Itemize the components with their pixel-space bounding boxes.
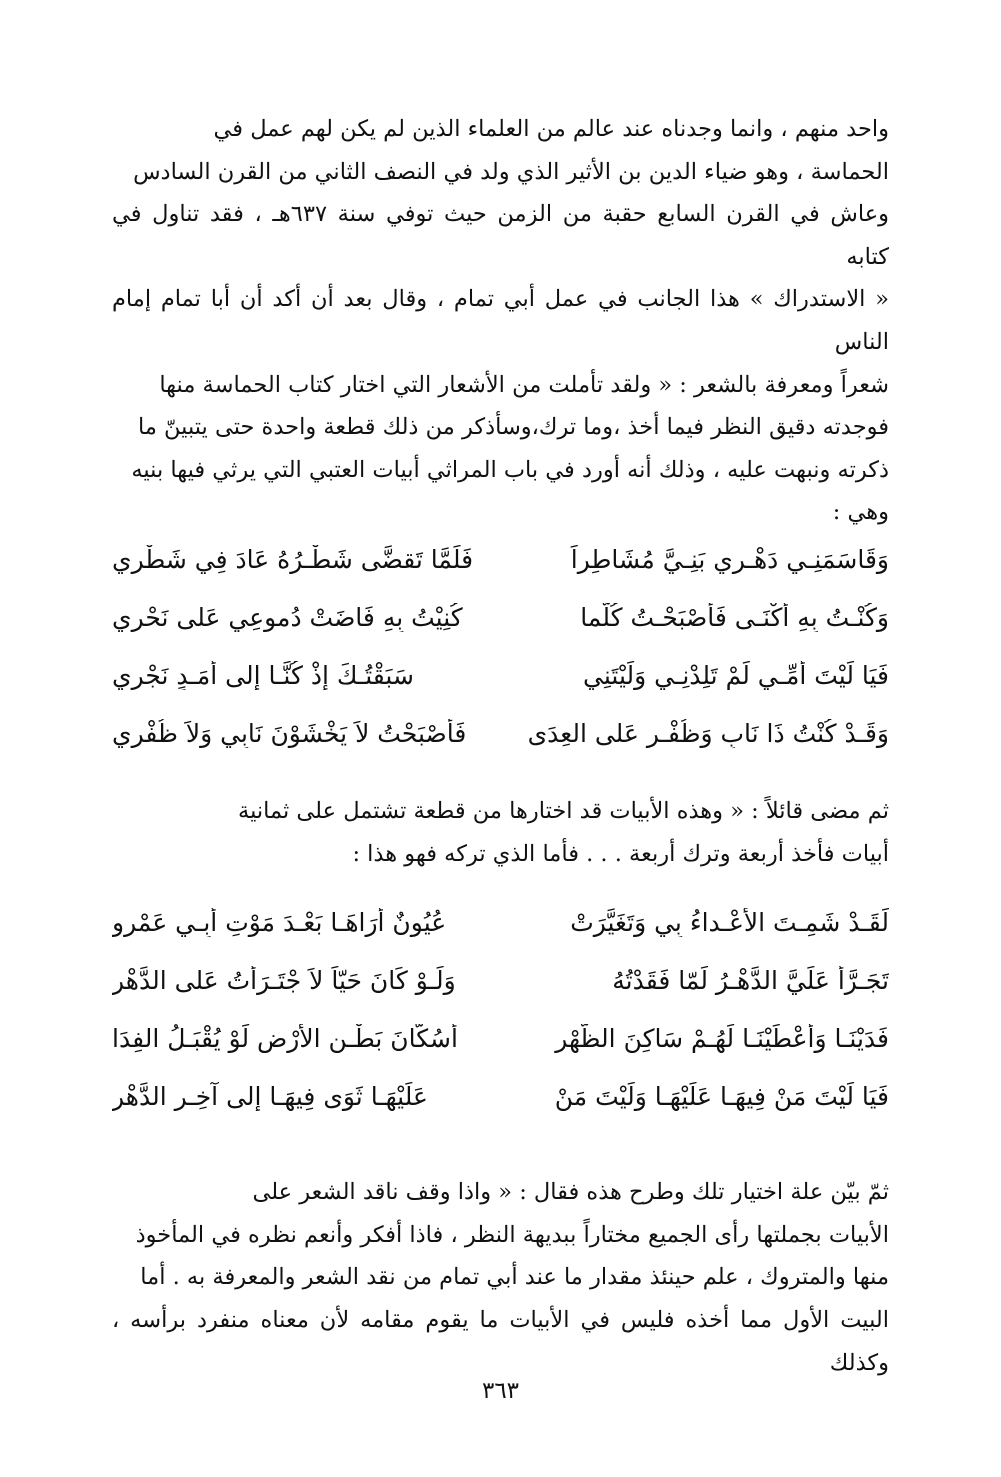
verse-second-hemistich: وَلَـوْ كَانَ حَيّاً لاَ جْتَـرَأْتُ عَلى الدَّهْرِ	[112, 965, 456, 995]
text-line: وهي :	[832, 499, 889, 526]
verse-second-hemistich: أَسُكَّانَ بَطْـنِ الأَرْضِ لَوْ يُقْبَـلُ الفِدَا	[112, 1023, 458, 1053]
paragraph-intro	[112, 108, 889, 526]
verse-first-hemistich: وَقَـدْ كُنْتُ ذَا نَابٍ وَظُفْـرٍ عَلى العِدَى	[527, 718, 889, 748]
verse-line	[112, 704, 889, 762]
verse-first-hemistich: وَكُنْـتُ بِهِ أُكْنَـى فَأَصْبَحْـتُ كُلَّما	[580, 602, 889, 632]
verse-second-hemistich: عُيُونٌ أَرَاهَـا بَعْـدَ مَوْتِ أَبِـي عَمْرِو	[112, 907, 447, 937]
text-line: البيت الأول مما أخذه فليس في الأبيات ما يقوم مقامه لأن معناه منفرد برأسه ، وكذلك	[112, 1306, 889, 1376]
verse-second-hemistich: كُنِيْتُ بِهِ فَاضَتْ دُموعِي عَلى نَحْرِي	[112, 602, 463, 632]
verse-second-hemistich: عَلَيْهَـا ثَوَى فِيهَـا إِلى آخِـرِ الدَّهْرِ	[112, 1081, 428, 1111]
text-line: ذكرته ونبهت عليه ، وذلك أنه أورد في باب المراثي أبيات العتبي التي يرثي فيها بنيه	[131, 456, 889, 483]
text-line: ثمّ بيّن علة اختيار تلك وطرح هذه فقال : « واذا وقف ناقد الشعر على	[252, 1179, 889, 1206]
verse-second-hemistich: سَبَقْتُـكَ إِذْ كُنَّـا إِلى أَمَـدٍ نَجْرِي	[112, 660, 414, 690]
verse-second-hemistich: فَأَصْبَحْتُ لاَ يَخْشَوْنَ نَابِي وَلاَ ظُفْرِي	[112, 718, 467, 748]
text-line: « الاستدراك » هذا الجانب في عمل أبي تمام ، وقال بعد أن أكد أن أبا تمام إمام الناس	[112, 286, 889, 355]
verse-second-hemistich: فَلَمَّا تَقضَّى شَطْـرُهُ عَادَ فِي شَطْرِي	[112, 544, 474, 574]
verse-first-hemistich: لَقَـدْ شَمِـتَ الأَعْـداءُ بِي وَتَغَيَّرَتْ	[570, 907, 889, 937]
text-line: شعراً ومعرفة بالشعر : « ولقد تأملت من الأشعار التي اختار كتاب الحماسة منها	[159, 371, 889, 398]
text-line: منها والمتروك ، علم حينئذ مقدار ما عند أبي تمام من نقد الشعر والمعرفة به . أما	[140, 1264, 889, 1291]
text-line: واحد منهم ، وانما وجدناه عند عالم من العلماء الذين لم يكن لهم عمل في	[213, 116, 889, 142]
verse-line	[112, 588, 889, 646]
text-line: وعاش في القرن السابع حقبة من الزمن حيث توفي سنة ٦٣٧هـ ، فقد تناول في كتابه	[112, 201, 889, 270]
paragraph-analysis	[112, 1171, 889, 1384]
text-line: فوجدته دقيق النظر فيما أخذ ،وما ترك،وسأذكر من ذلك قطعة واحدة حتى يتبينّ ما	[137, 414, 889, 441]
text-line: الحماسة ، وهو ضياء الدين بن الأثير الذي ولد في النصف الثاني من القرن السادس	[133, 158, 889, 185]
text-line: أبيات فأخذ أربعة وترك أربعة . . . فأما الذي تركه فهو هذا :	[352, 840, 889, 867]
text-line: الأبيات بجملتها رأى الجميع مختاراً ببديهة النظر ، فاذا أفكر وأنعم نظره في المأخوذ	[135, 1221, 889, 1248]
verse-line	[112, 893, 889, 951]
poem-quoted-verses	[112, 530, 889, 770]
text-line: ثم مضى قائلاً : « وهذه الأبيات قد اختارها من قطعة تشتمل على ثمانية	[238, 798, 889, 824]
poem-omitted-verses	[112, 893, 889, 1131]
paragraph-continuation	[112, 790, 889, 875]
verse-first-hemistich: تَجَـرَّأ عَلَيَّ الدَّهْـرُ لَمّا فَقَدْتُهُ	[612, 965, 889, 995]
verse-line	[112, 530, 889, 588]
verse-first-hemistich: وَقَاسَمَنِـي دَهْـرِي بَنِـيَّ مُشَاطِراً	[570, 544, 889, 574]
verse-first-hemistich: فَدَيْنَـا وَأَعْطَيْنَـا لَهُـمْ سَاكِنَ الظَّهْرِ	[555, 1023, 889, 1053]
verse-line	[112, 646, 889, 704]
page-number: ٣٦٣	[481, 1378, 520, 1404]
verse-line	[112, 1009, 889, 1067]
verse-first-hemistich: فَيَا لَيْتَ مَنْ فِيهَـا عَلَيْهَـا وَلَيْتَ مَنْ	[554, 1081, 889, 1111]
verse-first-hemistich: فَيَا لَيْتَ أُمِّـي لَمْ تَلِدْنِـي وَلَيْتَنِي	[583, 660, 889, 690]
verse-line	[112, 951, 889, 1009]
verse-line	[112, 1067, 889, 1125]
